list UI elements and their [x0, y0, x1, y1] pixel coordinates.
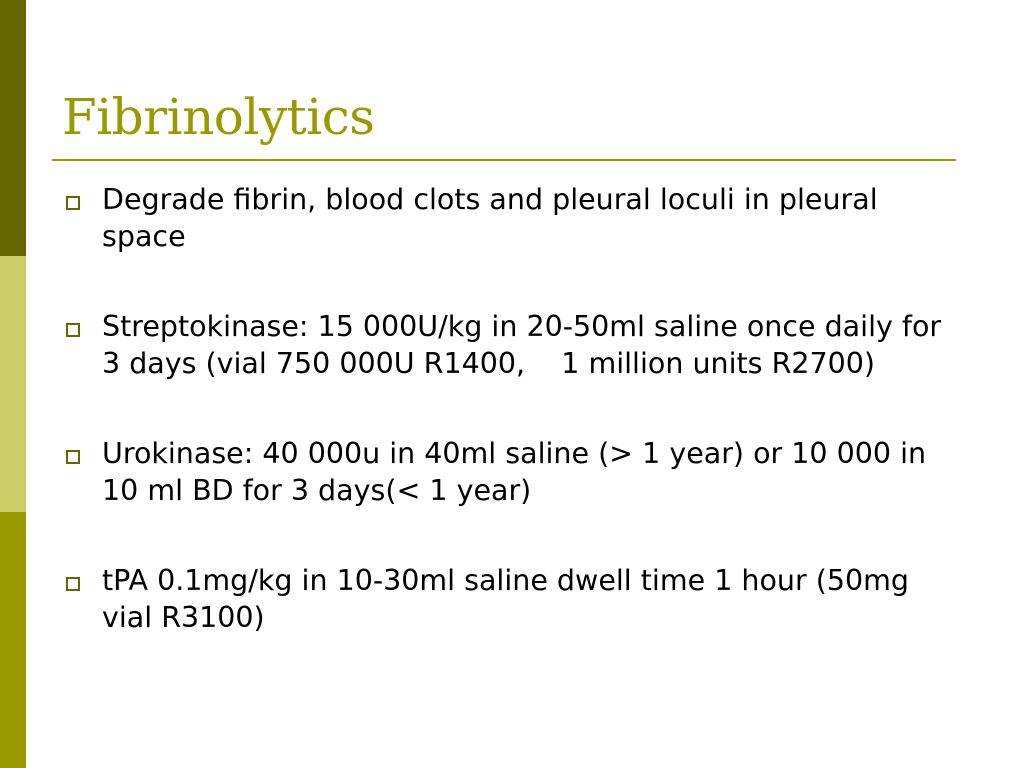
bullet-text: Urokinase: 40 000u in 40ml saline (> 1 year) or 10 000 in 10 ml BD for 3 days(< 1 year)	[102, 437, 936, 507]
bullet-item	[62, 563, 962, 636]
bullet-text: tPA 0.1mg/kg in 10-30ml saline dwell time 1 hour (50mg vial R3100)	[102, 564, 919, 634]
square-bullet-icon	[66, 196, 80, 210]
square-bullet-icon	[66, 450, 80, 464]
bullet-item	[62, 436, 962, 509]
bullet-item	[62, 309, 962, 382]
side-accent-bar	[0, 0, 26, 768]
slide-title: Fibrinolytics	[62, 88, 375, 146]
side-bar-segment-light	[0, 256, 26, 512]
bullet-text: Streptokinase: 15 000U/kg in 20-50ml saline once daily for 3 days (vial 750 000U R1400, 1 million units R2700)	[102, 310, 951, 380]
title-underline	[52, 159, 956, 161]
bullet-list	[62, 182, 962, 636]
side-bar-segment-dark	[0, 0, 26, 256]
square-bullet-icon	[66, 323, 80, 337]
square-bullet-icon	[66, 577, 80, 591]
side-bar-segment-mid	[0, 512, 26, 768]
bullet-text: Degrade fibrin, blood clots and pleural loculi in pleural space	[102, 183, 887, 253]
bullet-item	[62, 182, 962, 255]
